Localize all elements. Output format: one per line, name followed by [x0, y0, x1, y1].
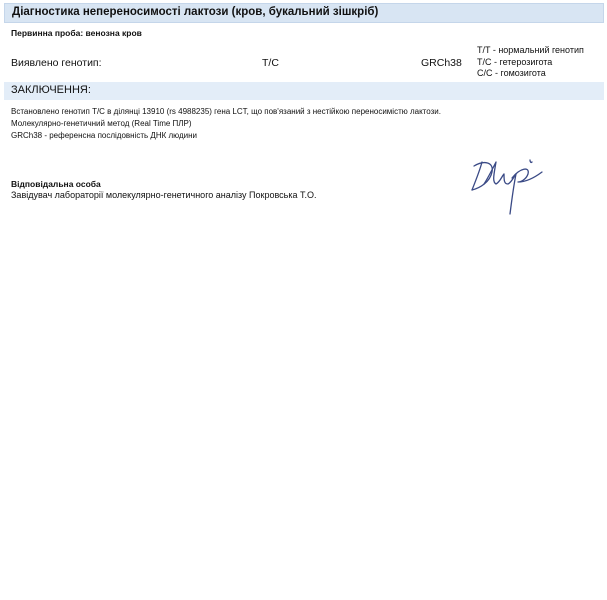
responsible-person-title: Відповідальна особа [11, 179, 101, 189]
genotype-label: Виявлено генотип: [11, 57, 102, 69]
conclusion-line: Встановлено генотип T/C в ділянці 13910 (rs 4988235) гена LCT, що пов'язаний з нестійкою переносимістю лактози. [11, 107, 441, 116]
conclusion-line: Молекулярно-генетичний метод (Real Time ПЛР) [11, 119, 192, 128]
conclusion-text [11, 106, 441, 142]
signature-image [468, 152, 550, 224]
conclusion-line: GRCh38 - референсна послідовність ДНК людини [11, 131, 198, 140]
signature-stroke [484, 162, 516, 184]
legend-item: T/T - нормальний генотип [477, 45, 584, 55]
signature-stroke [512, 169, 542, 182]
signature-stroke [510, 174, 516, 214]
signature-stroke [530, 160, 532, 162]
genotype-legend [477, 45, 584, 80]
conclusion-bar [4, 82, 604, 100]
legend-item: T/C - гетерозигота [477, 56, 553, 67]
report-title: Діагностика непереносимості лактози (кров, букальний зішкріб) [12, 6, 379, 18]
conclusion-title: ЗАКЛЮЧЕННЯ: [11, 84, 91, 96]
genotype-value: T/C [262, 57, 279, 69]
report-title-bar [4, 3, 604, 23]
legend-item: C/C - гомозигота [477, 68, 546, 78]
primary-sample: Первинна проба: венозна кров [11, 28, 142, 38]
genotype-reference: GRCh38 [421, 57, 462, 69]
responsible-person-name: Завідувач лабораторії молекулярно-генетичного аналізу Покровська Т.О. [11, 190, 317, 200]
